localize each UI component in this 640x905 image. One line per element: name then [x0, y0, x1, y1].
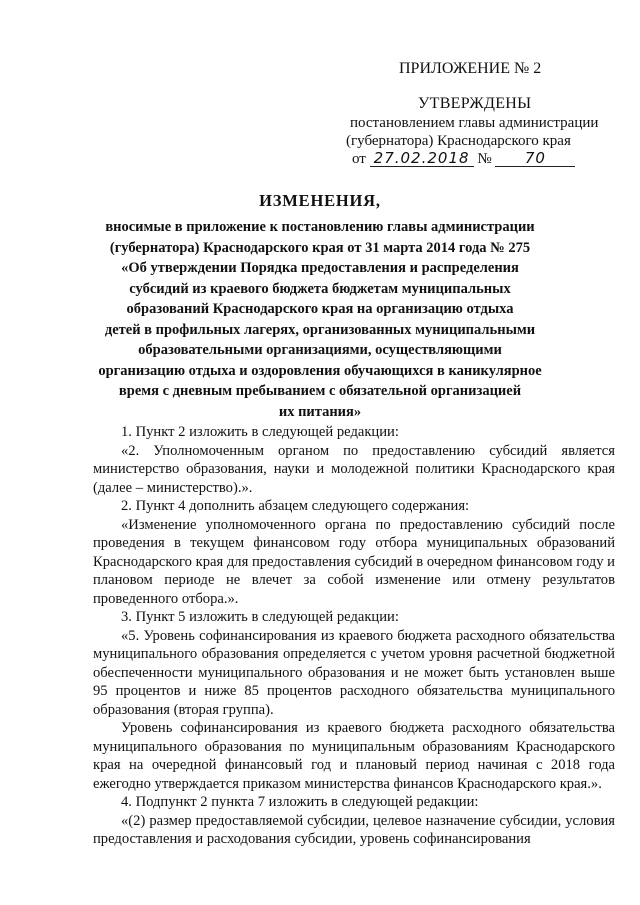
- date-number-line: [352, 149, 575, 168]
- appendix-number: ПРИЛОЖЕНИЕ № 2: [399, 60, 542, 77]
- number-prefix: №: [477, 151, 492, 167]
- heading-line: образовательными организациями, осуществляющими: [138, 342, 502, 358]
- number-field: [495, 149, 575, 167]
- document-body: [93, 423, 615, 849]
- body-paragraph: 1. Пункт 2 изложить в следующей редакции:: [121, 424, 399, 440]
- heading-line: (губернатора) Краснодарского края от 31 марта 2014 года № 275: [109, 239, 531, 256]
- body-paragraph: «5. Уровень софинансирования из краевого бюджета расходного обязательства муниципального образования определяется с учетом уровня расчетной бюджетной обеспеченности муниципального образования и не может быть установлен выше 95 процентов и ниже 85 процентов расходного обязательства муниципального образования (вторая группа).: [93, 627, 615, 718]
- heading-line: время с дневным пребыванием с обязательной организацией: [118, 383, 522, 399]
- body-paragraph: 4. Подпункт 2 пункта 7 изложить в следующей редакции:: [121, 794, 479, 810]
- heading-line: организацию отдыха и оздоровления обучающихся в каникулярное: [98, 362, 542, 379]
- body-paragraph: 2. Пункт 4 дополнить абзацем следующего содержания:: [121, 498, 470, 514]
- heading-line: вносимые в приложение к постановлению главы администрации: [105, 219, 535, 235]
- heading-line: их питания»: [278, 403, 362, 420]
- date-prefix: от: [352, 151, 366, 167]
- heading-title: ИЗМЕНЕНИЯ,: [259, 191, 381, 210]
- heading-line: детей в профильных лагерях, организованных муниципальными: [104, 321, 536, 338]
- date-field: [370, 149, 474, 167]
- heading-line: «Об утверждении Порядка предоставления и распределения: [121, 260, 519, 276]
- approved-by-line-1: постановлением главы администрации: [350, 115, 599, 131]
- handwritten-number: 70: [524, 149, 546, 167]
- handwritten-date: 27.02.2018: [373, 149, 470, 167]
- approved-by-line-2: (губернатора) Краснодарского края: [346, 133, 571, 149]
- approved-label: УТВЕРЖДЕНЫ: [418, 95, 532, 112]
- heading-line: субсидий из краевого бюджета бюджетам муниципальных: [129, 280, 511, 297]
- body-paragraph: «Изменение уполномоченного органа по предоставлению субсидий после проведения в текущем финансовом году отбора муниципальных образований Краснодарского края для предоставления субсидий в очередном финансовом году и плановом периоде не влечет за собой изменение или отмену результатов проведенного отбора.».: [93, 516, 615, 607]
- document-heading: [80, 191, 560, 422]
- heading-line: образований Краснодарского края на организацию отдыха: [126, 301, 514, 317]
- body-paragraph: «(2) размер предоставляемой субсидии, целевое назначение субсидии, условия предоставления и расходования субсидии, уровень софинансирования: [93, 812, 615, 847]
- body-paragraph: Уровень софинансирования из краевого бюджета расходного обязательства муниципального образования по муниципальным образованиям Краснодарского края на очередной финансовый год и плановый период начиная с 2018 года ежегодно утверждается приказом министерства финансов Краснодарского края.».: [93, 720, 615, 792]
- body-paragraph: 3. Пункт 5 изложить в следующей редакции:: [121, 609, 399, 625]
- body-paragraph: «2. Уполномоченным органом по предоставлению субсидий является министерство образования, науки и молодежной политики Краснодарского края (далее – министерство).».: [93, 442, 615, 496]
